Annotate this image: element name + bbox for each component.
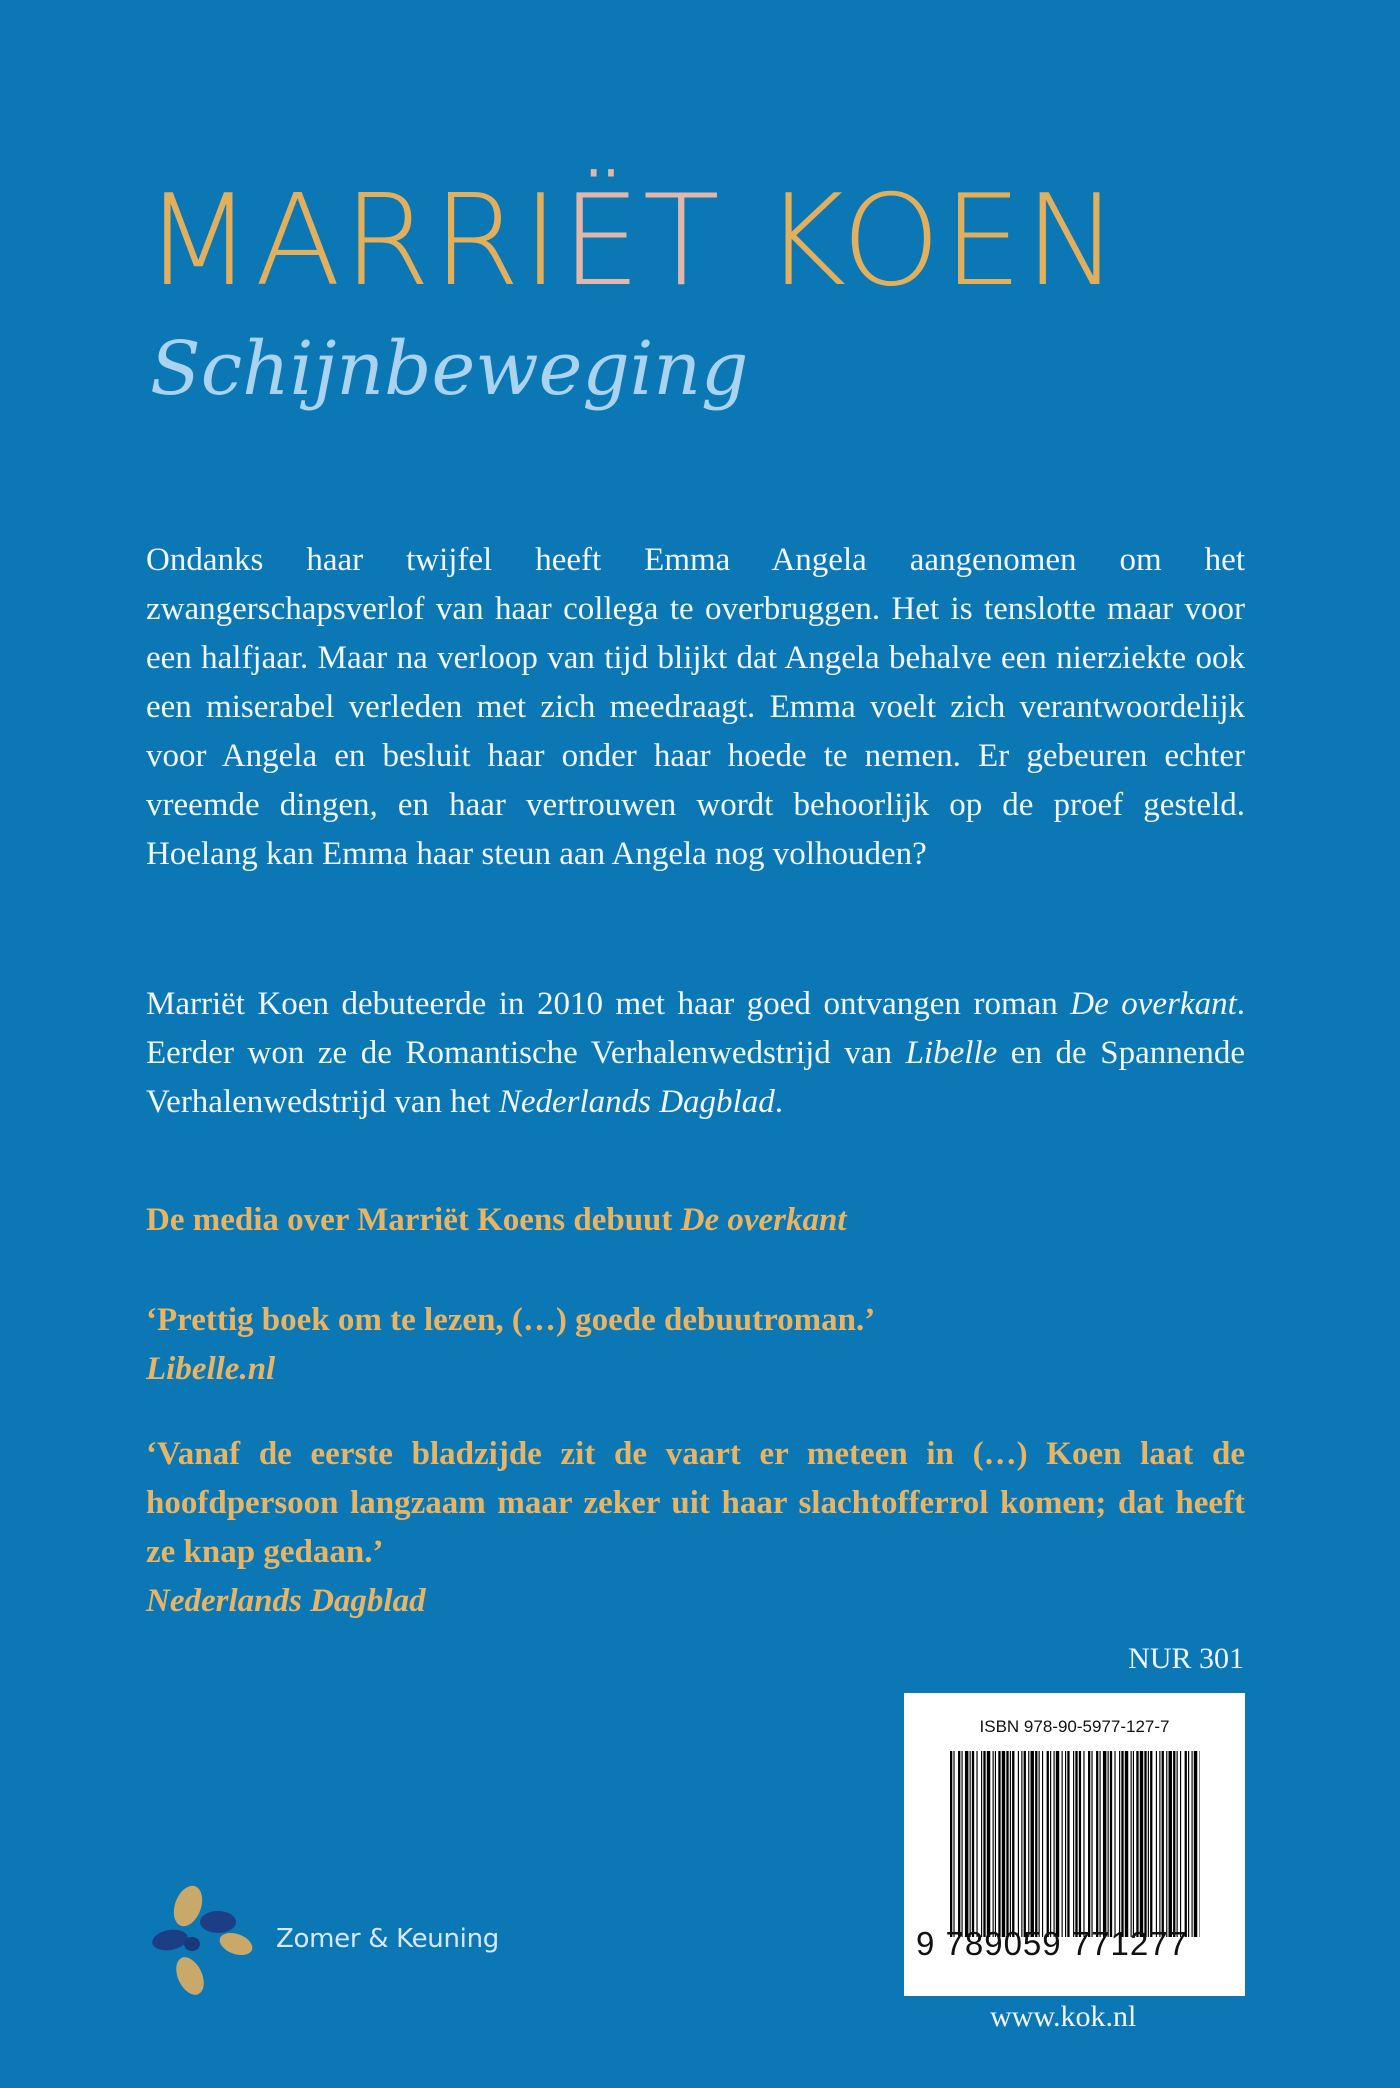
author-name <box>144 167 1121 314</box>
quote-text: ‘Vanaf de eerste bladzijde zit de vaart er meteen in (…) Koen laat de hoofdpersoon langzaam maar zeker uit haar slachtofferrol komen; dat heeft ze knap gedaan.’ <box>146 1436 1245 1570</box>
publisher-name: Zomer & Keuning <box>276 1924 499 1954</box>
barcode-box <box>904 1693 1245 1996</box>
bio-text-1: Marriët Koen debuteerde in 2010 met haar goed ontvangen roman <box>146 986 1071 1022</box>
bio-text-4: . <box>774 1084 783 1120</box>
bio-text-2: . Eerder won ze de Romantische Verhalenwedstrijd van <box>146 986 1245 1071</box>
media-heading-book: De overkant <box>680 1202 847 1238</box>
barcode-icon <box>950 1751 1200 1937</box>
nur-code: NUR 301 <box>1128 1642 1244 1675</box>
media-heading-text: De media over Marriët Koens debuut <box>146 1202 681 1238</box>
blurb-paragraph: Ondanks haar twijfel heeft Emma Angela aangenomen om het zwangerschapsverlof van haar collega te overbruggen. Het is tenslotte maar voor een halfjaar. Maar na verloop van tijd blijkt dat Angela behalve een nierziekte ook een miserabel verleden met zich meedraagt. Emma voelt zich verantwoordelijk voor Angela en besluit haar onder haar hoede te nemen. Er gebeuren echter vreemde dingen, en haar vertrouwen wordt behoorlijk op de proef gesteld. Hoelang kan Emma haar steun aan Angela nog volhouden? <box>146 542 1245 872</box>
quote-source: Nederlands Dagblad <box>146 1583 426 1619</box>
publisher-logo-icon <box>144 1876 264 2000</box>
quote-text: ‘Prettig boek om te lezen, (…) goede debuutroman.’ <box>146 1302 876 1338</box>
bio-magazine: Libelle <box>905 1035 998 1071</box>
bio-newspaper: Nederlands Dagblad <box>498 1084 775 1120</box>
author-name-part-3: KOEN <box>721 167 1121 314</box>
barcode-digits: 9 789059 771277 <box>916 1925 1188 1962</box>
review-quote <box>146 1430 1245 1626</box>
author-bio <box>146 980 1245 1127</box>
bio-text-3: en de Spannende Verhalenwedstrijd van het <box>146 1035 1246 1120</box>
review-quote <box>146 1296 1245 1394</box>
author-name-part-1: MARRI <box>144 167 562 314</box>
website-link[interactable]: www.kok.nl <box>990 2000 1137 2033</box>
bio-book-title: De overkant <box>1070 986 1237 1022</box>
book-title: Schijnbeweging <box>150 326 749 412</box>
media-heading <box>146 1196 1246 1245</box>
quote-source: Libelle.nl <box>146 1351 276 1387</box>
isbn-number: ISBN 978-90-5977-127-7 <box>979 1717 1170 1736</box>
author-name-part-2: ËT <box>561 167 722 314</box>
